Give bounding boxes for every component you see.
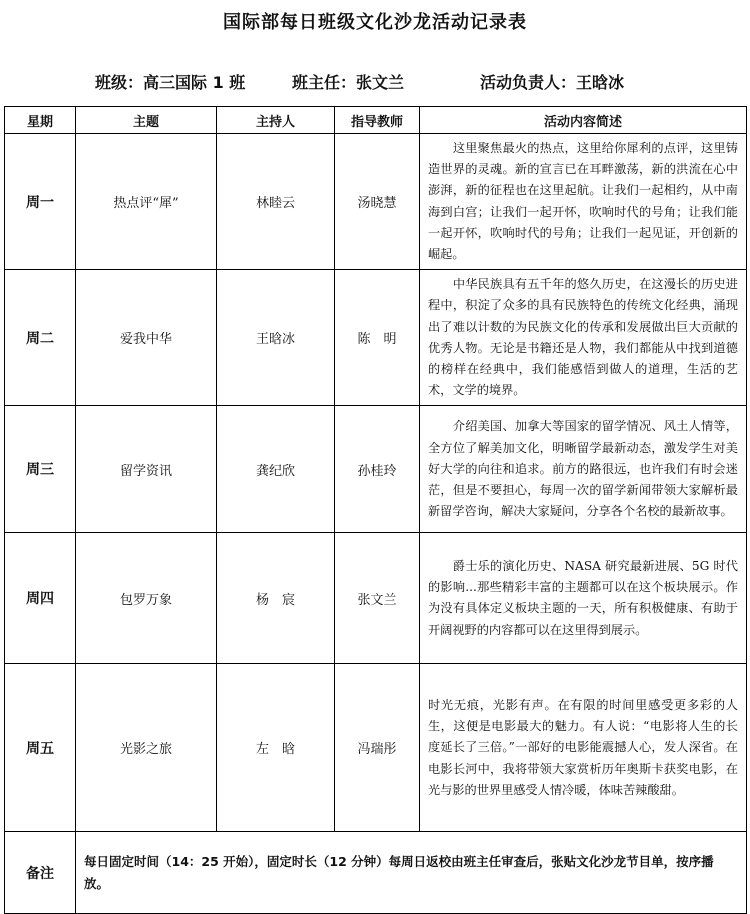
table-header-row xyxy=(5,107,747,134)
teacher-info: 班主任：张文兰 xyxy=(292,73,405,92)
row-host: 龚纪欣 xyxy=(217,406,335,533)
row-theme: 包罗万象 xyxy=(76,533,217,664)
note-text: 每日固定时间（14：25 开始），固定时长（12 分钟）每周日返校由班主任审查后，张贴文化沙龙节目单，按序播放。 xyxy=(76,832,747,914)
row-description: 时光无痕，光影有声。在有限的时间里感受更多彩的人生，这便是电影最大的魅力。有人说：“电影将人生的长度延长了三倍。”一部好的电影能震撼人心，发人深省。在电影长河中，我将带领大家赏析历年奥斯卡获奖电影，在光与影的世界里感受人情冷暖，体味苦辣酸甜。 xyxy=(420,664,747,832)
row-host: 左 晗 xyxy=(217,664,335,832)
table-row xyxy=(5,270,747,406)
row-day: 周二 xyxy=(5,270,76,406)
row-advisor: 孙桂玲 xyxy=(335,406,420,533)
row-host: 杨 宸 xyxy=(217,533,335,664)
table-row xyxy=(5,134,747,270)
header-theme: 主题 xyxy=(76,107,217,134)
row-advisor: 张文兰 xyxy=(335,533,420,664)
row-advisor: 汤晓慧 xyxy=(335,134,420,270)
row-advisor: 冯瑞彤 xyxy=(335,664,420,832)
row-description: 爵士乐的演化历史、NASA 研究最新进展、5G 时代的影响...那些精彩丰富的主题都可以在这个板块展示。作为没有具体定义板块主题的一天，所有积极健康、有助于开阔视野的内容都可以在这里得到展示。 xyxy=(420,533,747,664)
row-day: 周三 xyxy=(5,406,76,533)
row-day: 周四 xyxy=(5,533,76,664)
row-theme: 留学资讯 xyxy=(76,406,217,533)
header-description: 活动内容简述 xyxy=(420,107,747,134)
header-advisor: 指导教师 xyxy=(335,107,420,134)
note-label: 备注 xyxy=(5,832,76,914)
row-day: 周一 xyxy=(5,134,76,270)
class-info: 班级：高三国际 1 班 xyxy=(95,73,246,92)
row-theme: 光影之旅 xyxy=(76,664,217,832)
row-theme: 热点评“犀” xyxy=(76,134,217,270)
row-day: 周五 xyxy=(5,664,76,832)
row-description: 这里聚焦最火的热点，这里给你犀利的点评，这里铸造世界的灵魂。新的宣言已在耳畔激荡，新的洪流在心中澎湃，新的征程也在这里起航。让我们一起相约，从中南海到白宫；让我们一起开怀，吹响时代的号角；让我们能一起开怀，吹响时代的号角；让我们一起见证，开创新的崛起。 xyxy=(420,134,747,270)
row-description: 中华民族具有五千年的悠久历史，在这漫长的历史进程中，积淀了众多的具有民族特色的传统文化经典，涌现出了难以计数的为民族文化的传承和发展做出巨大贡献的优秀人物。无论是书籍还是人物，我们都能从中找到道德的榜样在经典中，我们能感悟到做人的道理，生活的艺术，文学的境界。 xyxy=(420,270,747,406)
activity-table xyxy=(4,106,747,914)
table-row xyxy=(5,406,747,533)
row-theme: 爱我中华 xyxy=(76,270,217,406)
header-host: 主持人 xyxy=(217,107,335,134)
table-row xyxy=(5,664,747,832)
header-day: 星期 xyxy=(5,107,76,134)
table-row xyxy=(5,533,747,664)
leader-info: 活动负责人：王晗冰 xyxy=(480,73,625,92)
document-title: 国际部每日班级文化沙龙活动记录表 xyxy=(223,12,527,33)
row-host: 王晗冰 xyxy=(217,270,335,406)
note-row xyxy=(5,832,747,914)
row-advisor: 陈 明 xyxy=(335,270,420,406)
row-description: 介绍美国、加拿大等国家的留学情况、风土人情等，全方位了解美加文化，明晰留学最新动态，激发学生对美好大学的向往和追求。前方的路很远，也许我们有时会迷茫，但是不要担心，每周一次的留学新闻带领大家解析最新留学咨询，解决大家疑问，分享各个名校的最新故事。 xyxy=(420,406,747,533)
row-host: 林睦云 xyxy=(217,134,335,270)
